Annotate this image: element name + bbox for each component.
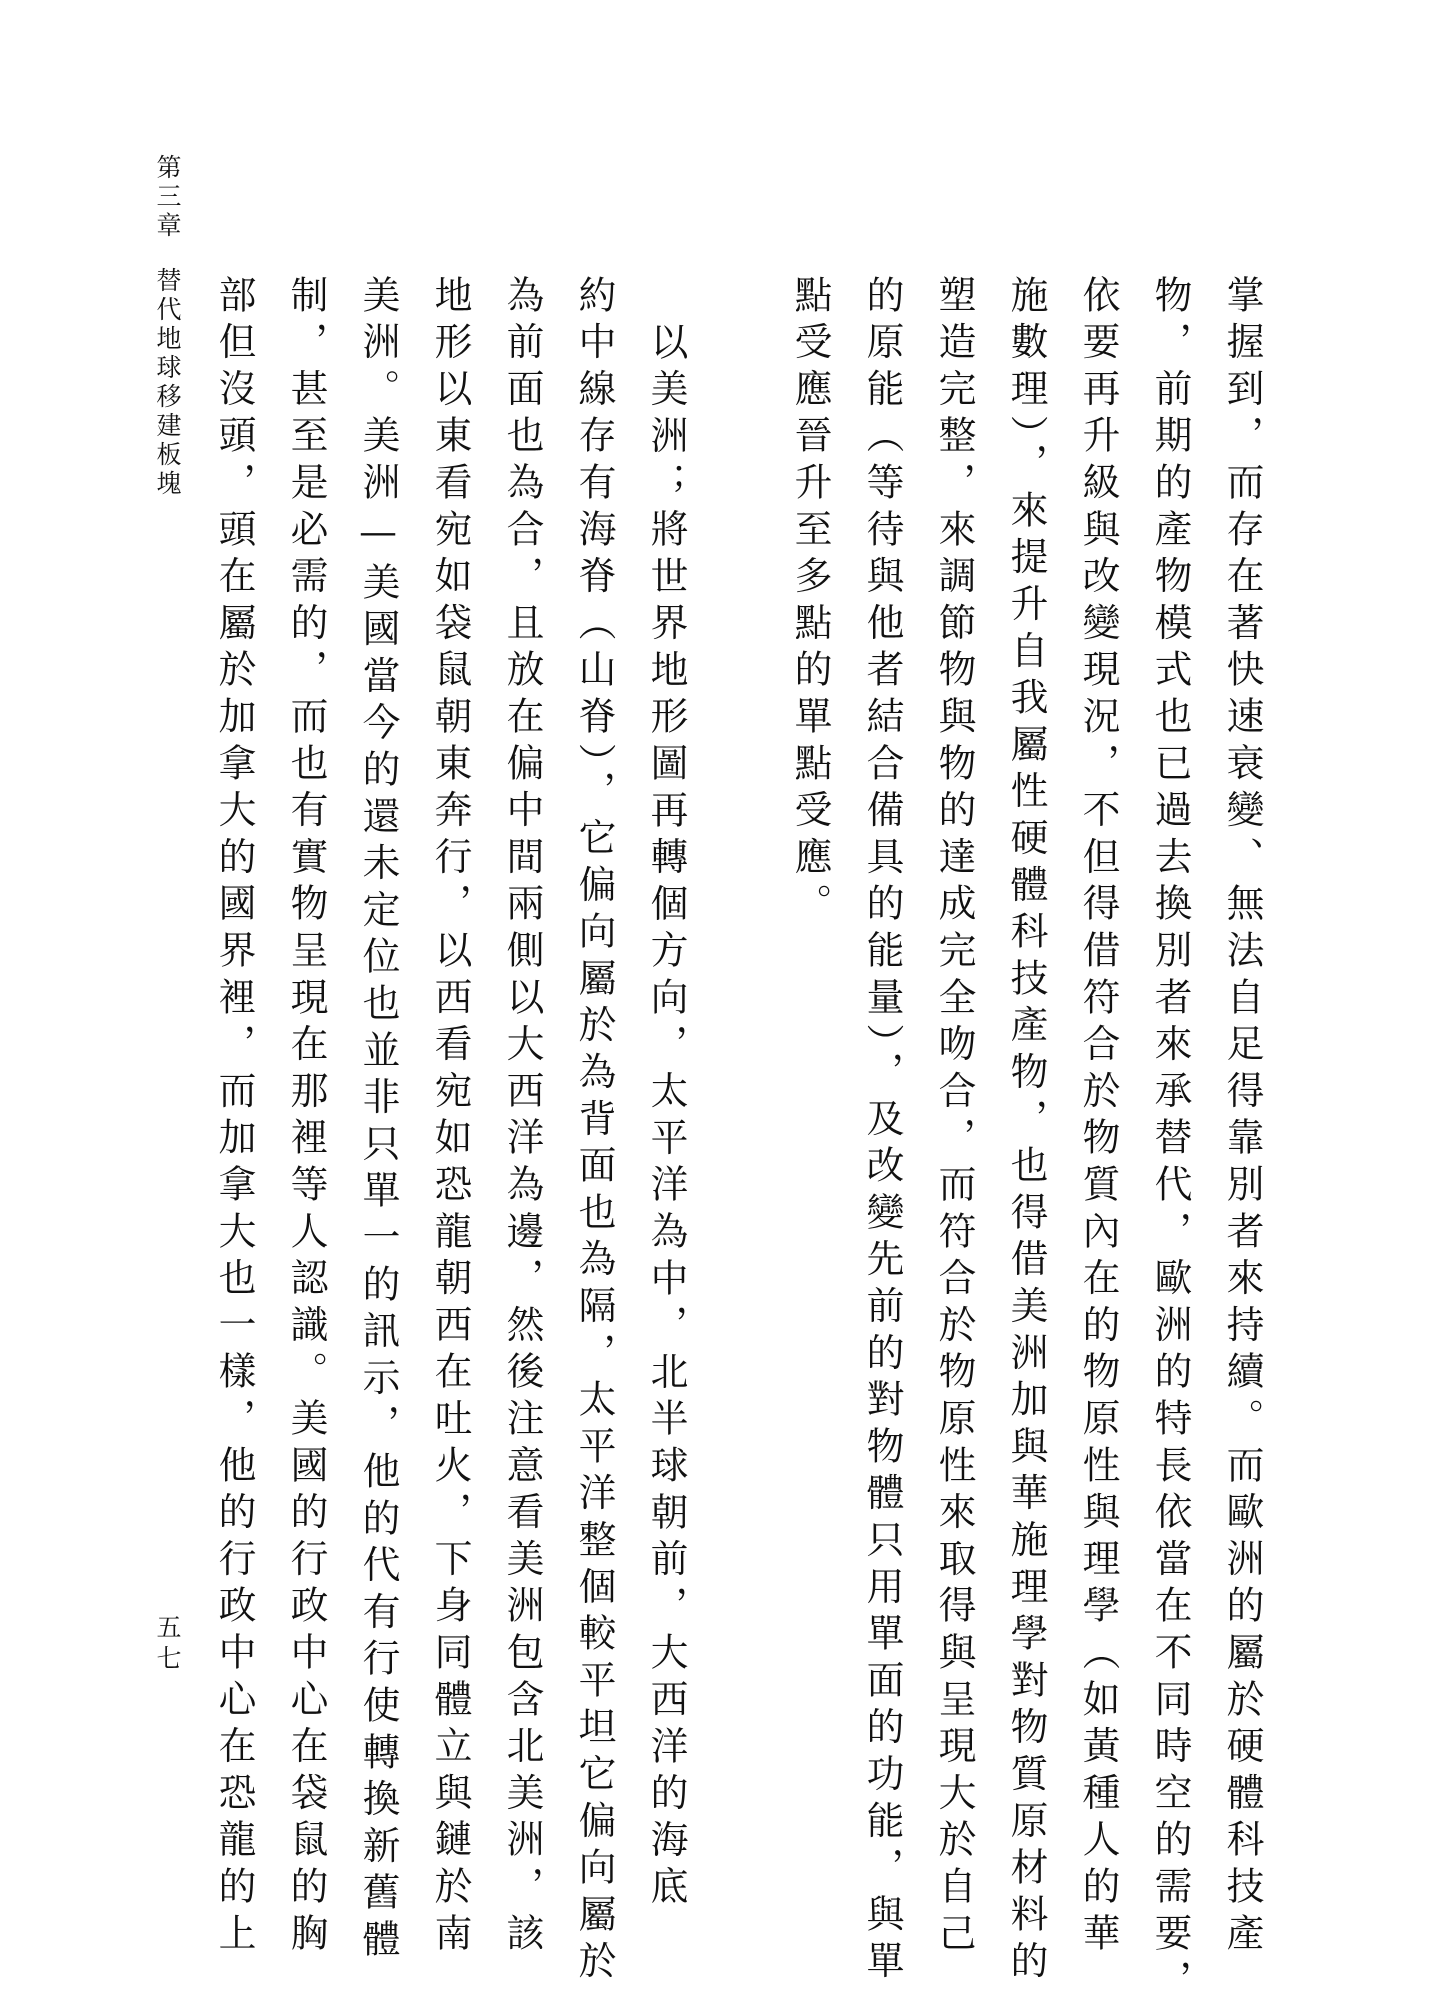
- text-column: 地形以東看宛如袋鼠朝東奔行，以西看宛如恐龍朝西在吐火，下身同體立與鏈於南: [428, 275, 472, 1960]
- text-column: 施數理），來提升自我屬性硬體科技產物，也得借美洲加與華施理學對物質原材料的: [1004, 275, 1048, 1988]
- text-column: 掌握到，而存在著快速衰變、無法自足得靠別者來持續。而歐洲的屬於硬體科技產: [1220, 275, 1264, 1960]
- text-column: 塑造完整，來調節物與物的達成完全吻合，而符合於物原性來取得與呈現大於自己: [932, 275, 976, 1960]
- text-column: 的原能（等待與他者結合備具的能量），及改變先前的對物體只用單面的功能，與單: [860, 275, 904, 1988]
- text-column: 約中線存有海脊（山脊），它偏向屬於為背面也為隔，太平洋整個較平坦它偏向屬於: [572, 275, 616, 1988]
- text-column: 依要再升級與改變現況，不但得借符合於物質內在的物原性與理學（如黃種人的華: [1076, 275, 1120, 1960]
- text-column: 為前面也為合，且放在偏中間兩側以大西洋為邊，然後注意看美洲包含北美洲，該: [500, 275, 544, 1960]
- text-column: 部但沒頭，頭在屬於加拿大的國界裡，而加拿大也一樣，他的行政中心在恐龍的上: [212, 275, 256, 1960]
- text-column: 物，前期的產物模式也已過去換別者來承替代，歐洲的特長依當在不同時空的需要，: [1148, 275, 1192, 2007]
- chapter-label: 第三章: [153, 154, 182, 241]
- running-head: [150, 154, 184, 499]
- text-column: 點受應晉升至多點的單點受應。: [788, 275, 832, 931]
- text-column: 美洲。美洲—美國當今的還未定位也並非只單一的訊示，他的代有行使轉換新舊體: [356, 275, 400, 1966]
- chapter-title: 替代地球移建板塊: [153, 267, 182, 499]
- text-column: 制，甚至是必需的，而也有實物呈現在那裡等人認識。美國的行政中心在袋鼠的胸: [284, 275, 328, 1960]
- paragraph-start-column: 以美洲；將世界地形圖再轉個方向，太平洋為中，北半球朝前，大西洋的海底: [644, 322, 688, 1914]
- page-number: 五七: [153, 1614, 182, 1676]
- body-text: [212, 275, 1270, 2007]
